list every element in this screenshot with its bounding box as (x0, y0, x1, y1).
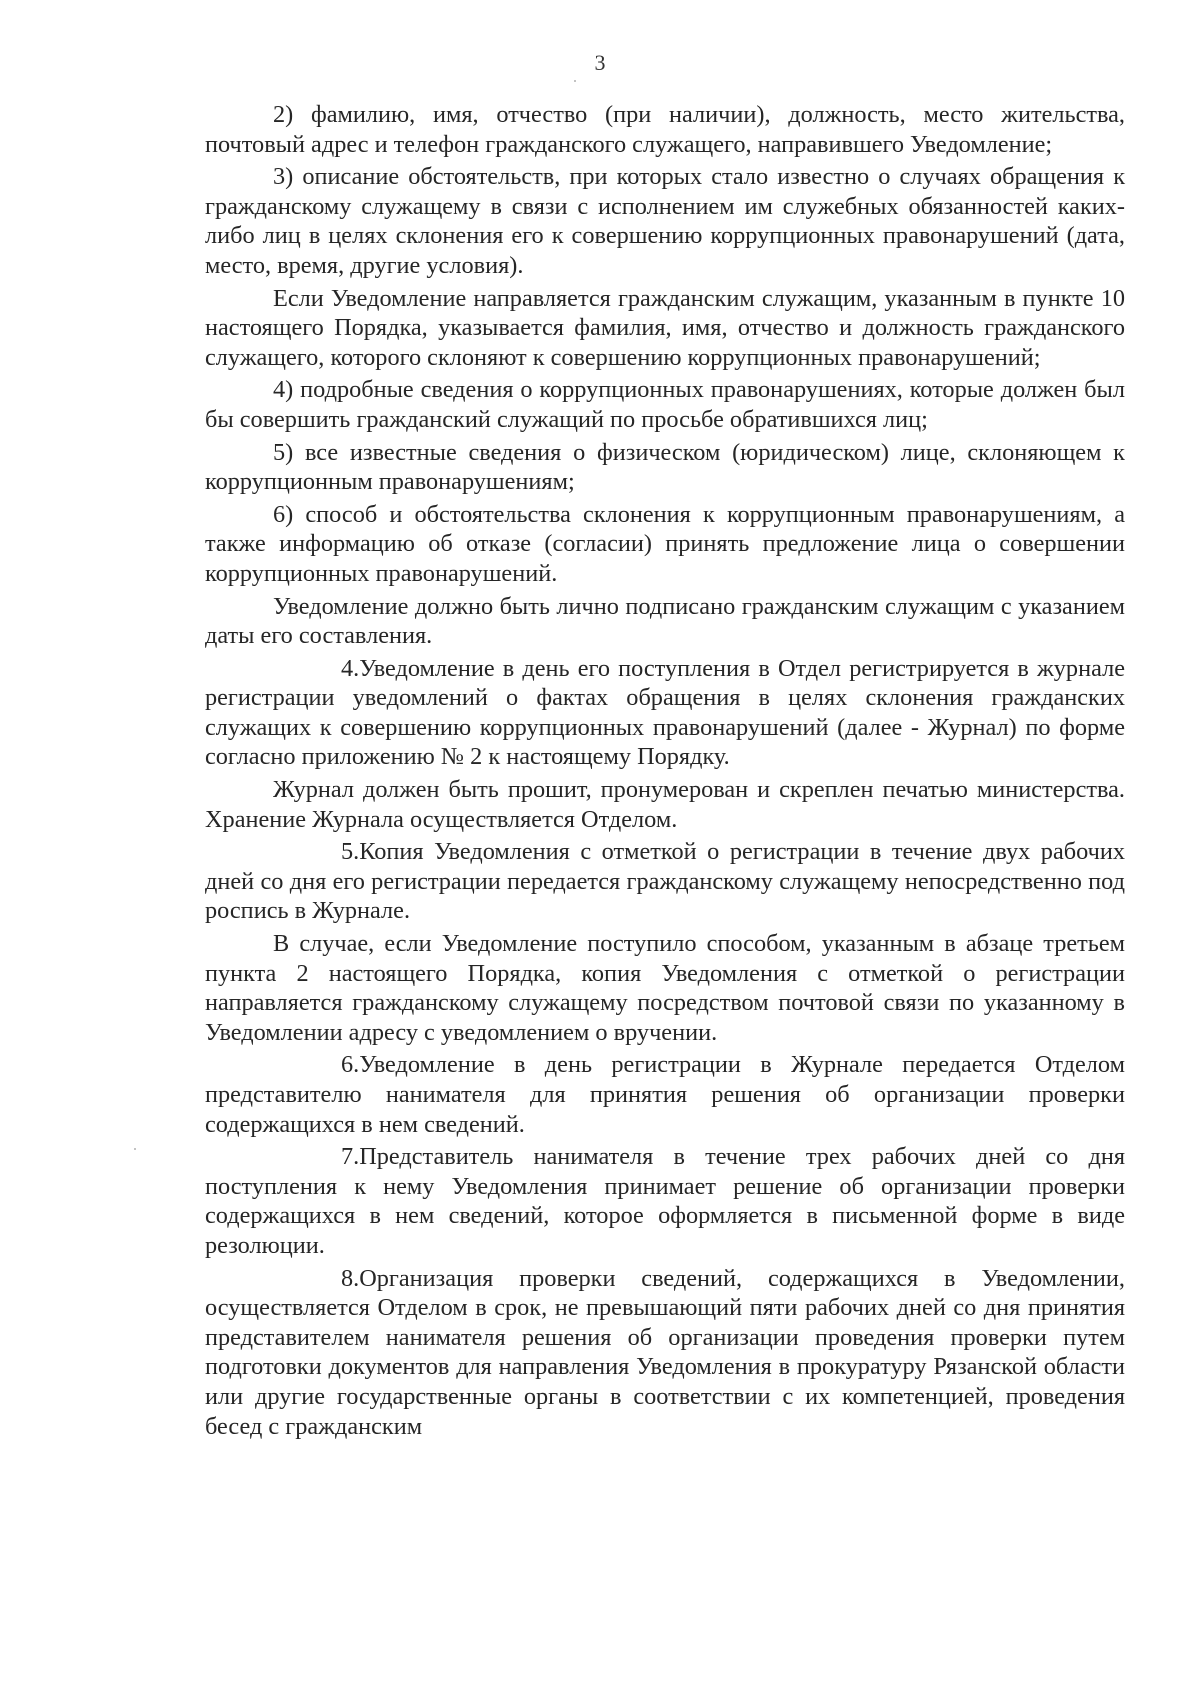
clause-text: Организация проверки сведений, содержащихся в Уведомлении, осуществляется Отделом в срок, не превышающий пяти рабочих дней со дня принятия представителем нанимателя решения об организации проведения проверки путем подготовки документов для направления Уведомления в прокуратуру Рязанской области или другие государственные органы в соответствии с их компетенцией, проведения бесед с гражданским (205, 1264, 1125, 1440)
paragraph-journal-requirements: Журнал должен быть прошит, пронумерован и скреплен печатью министерства. Хранение Журнала осуществляется Отделом. (205, 776, 1125, 833)
scan-speck (134, 1148, 136, 1150)
clause-text: Уведомление в день регистрации в Журнале передается Отделом представителю нанимателя для принятия решения об организации проверки содержащихся в нем сведений. (205, 1051, 1125, 1138)
paragraph-item-4: 4) подробные сведения о коррупционных правонарушениях, которые должен был бы совершить гражданский служащий по просьбе обратившихся лиц; (205, 376, 1125, 433)
page-number: 3 (594, 50, 606, 75)
clause-text: Представитель нанимателя в течение трех рабочих дней со дня поступления к нему Уведомления принимает решение об организации проверки содержащихся в нем сведений, которое оформляется в письменной форме в виде резолюции. (205, 1143, 1125, 1259)
paragraph-item-6: 6) способ и обстоятельства склонения к коррупционным правонарушениям, а также информацию об отказе (согласии) принять предложение лица о совершении коррупционных правонарушений. (205, 500, 1125, 587)
paragraph-item-3: 3) описание обстоятельств, при которых стало известно о случаях обращения к гражданскому служащему в связи с исполнением им служебных обязанностей каких-либо лиц в целях склонения его к совершению коррупционных правонарушений (дата, место, время, другие условия). (205, 163, 1125, 279)
clause-number: 4. (341, 654, 360, 682)
clause-number: 8. (341, 1264, 360, 1292)
clause-number: 7. (341, 1143, 360, 1171)
paragraph-signature-requirement: Уведомление должно быть лично подписано гражданским служащим с указанием даты его составления. (205, 592, 1125, 650)
clause-6 (205, 1050, 1125, 1139)
paragraph-clause-10: Если Уведомление направляется гражданским служащим, указанным в пункте 10 настоящего Порядка, указывается фамилия, имя, отчество и должность гражданского служащего, которого склоняют к совершению коррупционных правонарушений; (205, 284, 1125, 371)
scan-speck (574, 80, 576, 82)
clause-number: 6. (341, 1051, 360, 1079)
paragraph-item-5: 5) все известные сведения о физическом (юридическом) лице, склоняющем к коррупционным правонарушениям; (205, 438, 1125, 496)
clause-text: Копия Уведомления с отметкой о регистрации в течение двух рабочих дней со дня его регистрации передается гражданскому служащему непосредственно под роспись в Журнале. (205, 838, 1125, 925)
paragraph-item-2: 2) фамилию, имя, отчество (при наличии), должность, место жительства, почтовый адрес и телефон гражданского служащего, направившего Уведомление; (205, 101, 1125, 158)
clause-7 (205, 1142, 1125, 1260)
paragraph-postal-delivery: В случае, если Уведомление поступило способом, указанным в абзаце третьем пункта 2 настоящего Порядка, копия Уведомления с отметкой о регистрации направляется гражданскому служащему посредством почтовой связи по указанному в Уведомлении адресу с уведомлением о вручении. (205, 930, 1125, 1046)
clause-4 (205, 654, 1125, 772)
clause-5 (205, 837, 1125, 926)
clause-number: 5. (341, 838, 360, 866)
document-body (205, 100, 1125, 1441)
clause-8 (205, 1264, 1125, 1442)
clause-text: Уведомление в день его поступления в Отдел регистрируется в журнале регистрации уведомлений о фактах обращения в целях склонения гражданских служащих к совершению коррупционных правонарушений (далее - Журнал) по форме согласно приложению № 2 к настоящему Порядку. (205, 654, 1125, 771)
